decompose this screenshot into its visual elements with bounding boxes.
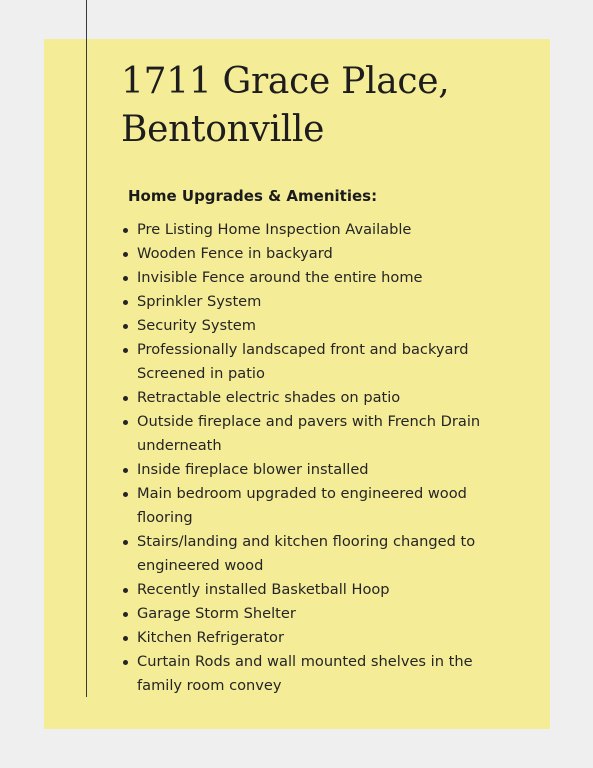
amenities-heading: Home Upgrades & Amenities:: [128, 187, 378, 205]
bullet-icon: [123, 660, 128, 665]
bullet-icon: [123, 324, 128, 329]
list-item: [120, 482, 520, 530]
list-item-text: Security System: [137, 317, 256, 334]
list-item-text: Pre Listing Home Inspection Available: [137, 221, 412, 238]
list-item: [120, 650, 520, 698]
address-line-1: 1711 Grace Place,: [121, 61, 450, 102]
bullet-icon: [123, 348, 128, 353]
bullet-icon: [123, 396, 128, 401]
list-item: [120, 626, 520, 650]
bullet-icon: [123, 276, 128, 281]
list-item: [120, 242, 520, 266]
bullet-icon: [123, 588, 128, 593]
bullet-icon: [123, 252, 128, 257]
list-item-text: Outside fireplace and pavers with French Drain underneath: [137, 413, 481, 454]
property-address-title: [121, 58, 449, 154]
list-item-text: Stairs/landing and kitchen flooring changed to engineered wood: [137, 533, 476, 574]
bullet-icon: [123, 228, 128, 233]
list-item: [120, 290, 520, 314]
bullet-icon: [123, 636, 128, 641]
bullet-icon: [123, 492, 128, 497]
list-item: [120, 458, 520, 482]
list-item: [120, 578, 520, 602]
list-item-text: Wooden Fence in backyard: [137, 245, 333, 262]
list-item-text: Sprinkler System: [137, 293, 262, 310]
address-line-2: Bentonville: [121, 109, 325, 150]
list-item: [120, 218, 520, 242]
list-item-text: Professionally landscaped front and backyard Screened in patio: [137, 341, 469, 382]
bullet-icon: [123, 468, 128, 473]
bullet-icon: [123, 540, 128, 545]
list-item-text: Invisible Fence around the entire home: [137, 269, 423, 286]
list-item: [120, 410, 520, 458]
bullet-icon: [123, 420, 128, 425]
list-item-text: Kitchen Refrigerator: [137, 629, 284, 646]
vertical-rule: [86, 0, 87, 697]
bullet-icon: [123, 612, 128, 617]
list-item-text: Curtain Rods and wall mounted shelves in the family room convey: [137, 653, 473, 694]
list-item: [120, 314, 520, 338]
list-item-text: Main bedroom upgraded to engineered wood flooring: [137, 485, 467, 526]
amenities-list: [120, 218, 520, 698]
list-item-text: Retractable electric shades on patio: [137, 389, 401, 406]
list-item: [120, 530, 520, 578]
list-item: [120, 338, 520, 386]
list-item: [120, 386, 520, 410]
list-item: [120, 266, 520, 290]
list-item: [120, 602, 520, 626]
list-item-text: Recently installed Basketball Hoop: [137, 581, 390, 598]
list-item-text: Garage Storm Shelter: [137, 605, 296, 622]
list-item-text: Inside fireplace blower installed: [137, 461, 369, 478]
bullet-icon: [123, 300, 128, 305]
